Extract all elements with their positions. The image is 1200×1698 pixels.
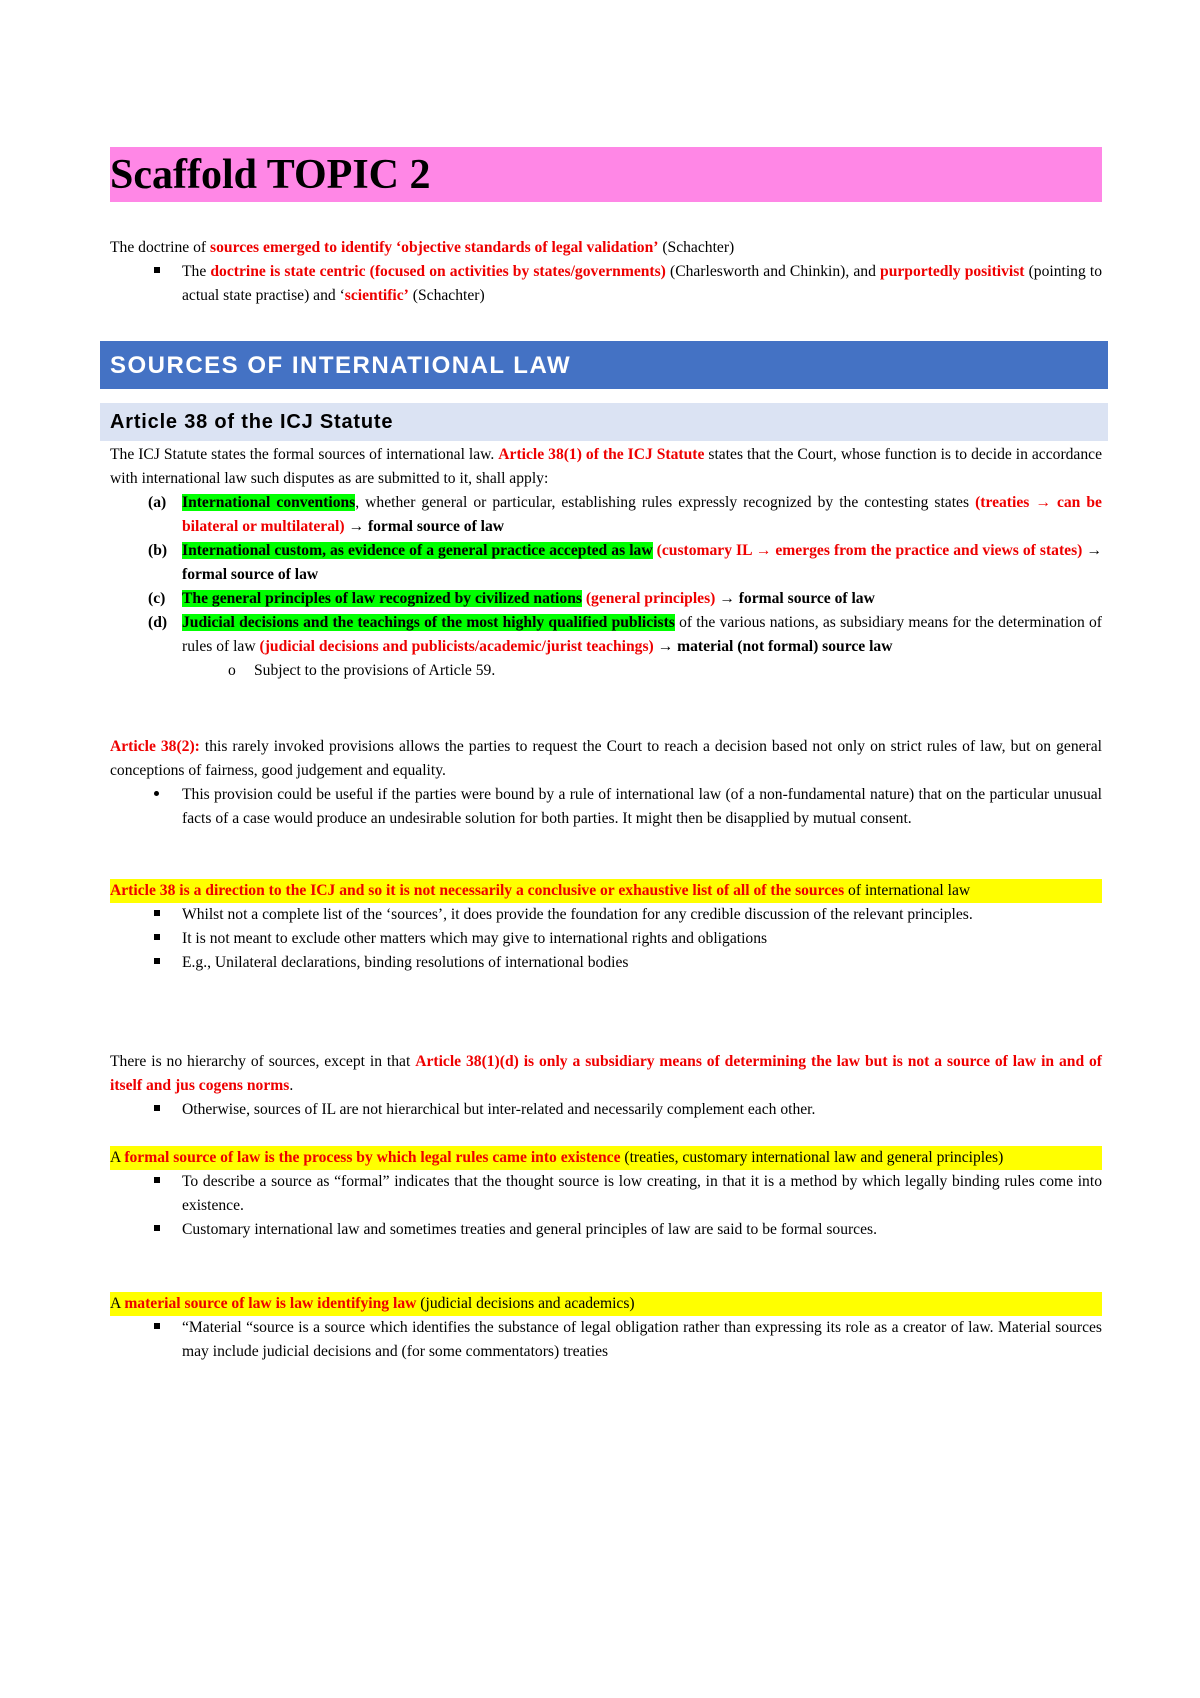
formal-source-paragraph: A formal source of law is the process by which legal rules came into existence (treaties, customary international law and general principles) — [110, 1146, 1102, 1170]
square-bullet-icon — [154, 1177, 160, 1183]
formal-source-bullet-1: To describe a source as “formal” indicates that the thought source is low creating, in that it is a method by which legally binding rules come into existence. — [110, 1170, 1102, 1218]
article-38-1-section — [110, 443, 1102, 683]
article-38-2-section — [110, 735, 1102, 831]
page-title: Scaffold TOPIC 2 — [110, 152, 431, 198]
list-item-c: (c) The general principles of law recognized by civilized nations (general principles) → formal source of law — [148, 590, 875, 607]
intro-section — [110, 236, 1102, 308]
dot-bullet-icon — [154, 791, 159, 796]
formal-source-section — [110, 1146, 1102, 1242]
direction-bullet-3: E.g., Unilateral declarations, binding resolutions of international bodies — [110, 951, 1102, 975]
article-38-2-bullet: This provision could be useful if the parties were bound by a rule of international law (of a non-fundamental nature) that on the particular unusual facts of a case would produce an undesirable solution for both parties. It might then be disapplied by mutual consent. — [110, 783, 1102, 831]
square-bullet-icon — [154, 958, 160, 964]
list-item-d: (d) Judicial decisions and the teachings of the most highly qualified publicists of the various nations, as subsidiary means for the determination of rules of law (judicial decisions and publicists/academic/jurist teachings) → material (not formal) source law — [148, 614, 1102, 655]
direction-section — [110, 879, 1102, 975]
intro-paragraph: The doctrine of sources emerged to identify ‘objective standards of legal validation’ (Schachter) — [110, 239, 735, 256]
circle-bullet-icon: o — [228, 662, 236, 679]
article-38-intro: The ICJ Statute states the formal sources of international law. Article 38(1) of the ICJ Statute states that the Court, whose function is to decide in accordance with international law such disputes as are submitted to it, shall apply: — [110, 446, 1102, 487]
hierarchy-section — [110, 1050, 1102, 1122]
square-bullet-icon — [154, 1323, 160, 1329]
material-source-section — [110, 1292, 1102, 1364]
direction-bullet-2: It is not meant to exclude other matters which may give to international rights and obligations — [110, 927, 1102, 951]
article-38-2-paragraph: Article 38(2): this rarely invoked provisions allows the parties to request the Court to reach a decision based not only on strict rules of law, but on general conceptions of fairness, good judgement and equality. — [110, 738, 1102, 779]
material-source-bullet: “Material “source is a source which identifies the substance of legal obligation rather than expressing its role as a creator of law. Material sources may include judicial decisions and (for some commentators) treaties — [110, 1316, 1102, 1364]
list-item-b: (b) International custom, as evidence of a general practice accepted as law (customary IL → emerges from the practice and views of states) → formal source of law — [148, 542, 1102, 583]
direction-paragraph: Article 38 is a direction to the ICJ and so it is not necessarily a conclusive or exhaustive list of all of the sources of international law — [110, 879, 1102, 903]
subheading: Article 38 of the ICJ Statute — [110, 411, 394, 433]
square-bullet-icon — [154, 267, 160, 273]
hierarchy-bullet: Otherwise, sources of IL are not hierarchical but inter-related and necessarily complement each other. — [110, 1098, 1102, 1122]
direction-bullet-1: Whilst not a complete list of the ‘sources’, it does provide the foundation for any credible discussion of the relevant principles. — [110, 903, 1102, 927]
intro-bullet: The doctrine is state centric (focused on activities by states/governments) (Charlesworth and Chinkin), and purportedly positivist (pointing to actual state practise) and ‘scientific’ (Schachter) — [110, 260, 1102, 308]
square-bullet-icon — [154, 1225, 160, 1231]
list-item-a: (a) International conventions, whether general or particular, establishing rules expressly recognized by the contesting states (treaties → can be bilateral or multilateral) → formal source of law — [148, 494, 1102, 535]
hierarchy-paragraph: There is no hierarchy of sources, except in that Article 38(1)(d) is only a subsidiary means of determining the law but is not a source of law in and of itself and jus cogens norms. — [110, 1053, 1103, 1094]
section-heading-bar — [100, 341, 1108, 389]
sub-list-item: o Subject to the provisions of Article 59. — [110, 659, 1102, 683]
square-bullet-icon — [154, 910, 160, 916]
section-heading: SOURCES OF INTERNATIONAL LAW — [110, 352, 572, 379]
square-bullet-icon — [154, 1105, 160, 1111]
material-source-paragraph: A material source of law is law identifying law (judicial decisions and academics) — [110, 1292, 1102, 1316]
formal-source-bullet-2: Customary international law and sometimes treaties and general principles of law are said to be formal sources. — [110, 1218, 1102, 1242]
square-bullet-icon — [154, 934, 160, 940]
subheading-bar — [100, 403, 1108, 441]
title-bar — [110, 147, 1102, 202]
